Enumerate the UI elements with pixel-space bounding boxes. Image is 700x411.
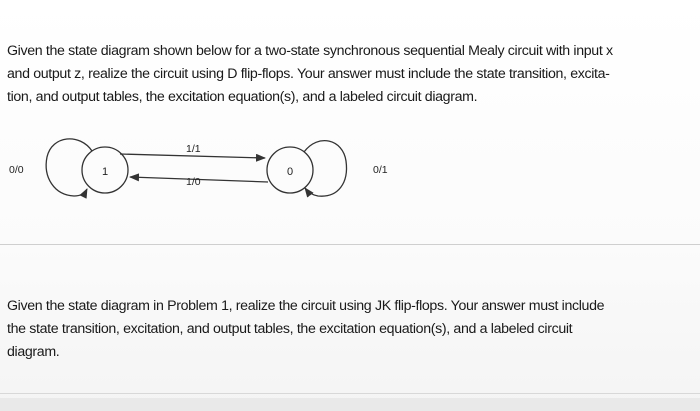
state-0-self-loop xyxy=(304,141,346,197)
problem-1-line: Given the state diagram shown below for a two-state synchronous sequential Mealy circuit with input x xyxy=(7,43,613,59)
section-divider xyxy=(0,244,700,245)
problem-2-line: Given the state diagram in Problem 1, realize the circuit using JK flip-flops. Your answer must include xyxy=(7,298,605,314)
state-1-label: 1 xyxy=(102,166,109,178)
state-0-self-loop-label: 0/1 xyxy=(373,164,388,176)
problem-2-line: the state transition, excitation, and output tables, the excitation equation(s), and a labeled circuit xyxy=(7,321,573,337)
page-bottom-edge xyxy=(0,398,700,411)
problem-2-text xyxy=(7,295,604,364)
problem-1-line: tion, and output tables, the excitation equation(s), and a labeled circuit diagram. xyxy=(7,89,478,105)
bottom-divider xyxy=(0,393,700,394)
problem-1-text xyxy=(7,40,613,109)
problem-1-line: and output z, realize the circuit using D flip-flops. Your answer must include the state transition, excita- xyxy=(7,66,610,82)
transition-0-to-1-label: 1/0 xyxy=(186,176,201,188)
transition-1-to-0-label: 1/1 xyxy=(186,143,201,155)
state-1-self-loop-label: 0/0 xyxy=(9,164,24,176)
problem-2-line: diagram. xyxy=(7,344,60,360)
state-0-label: 0 xyxy=(287,166,294,178)
state-1-self-loop xyxy=(46,139,92,196)
state-diagram xyxy=(0,125,700,235)
